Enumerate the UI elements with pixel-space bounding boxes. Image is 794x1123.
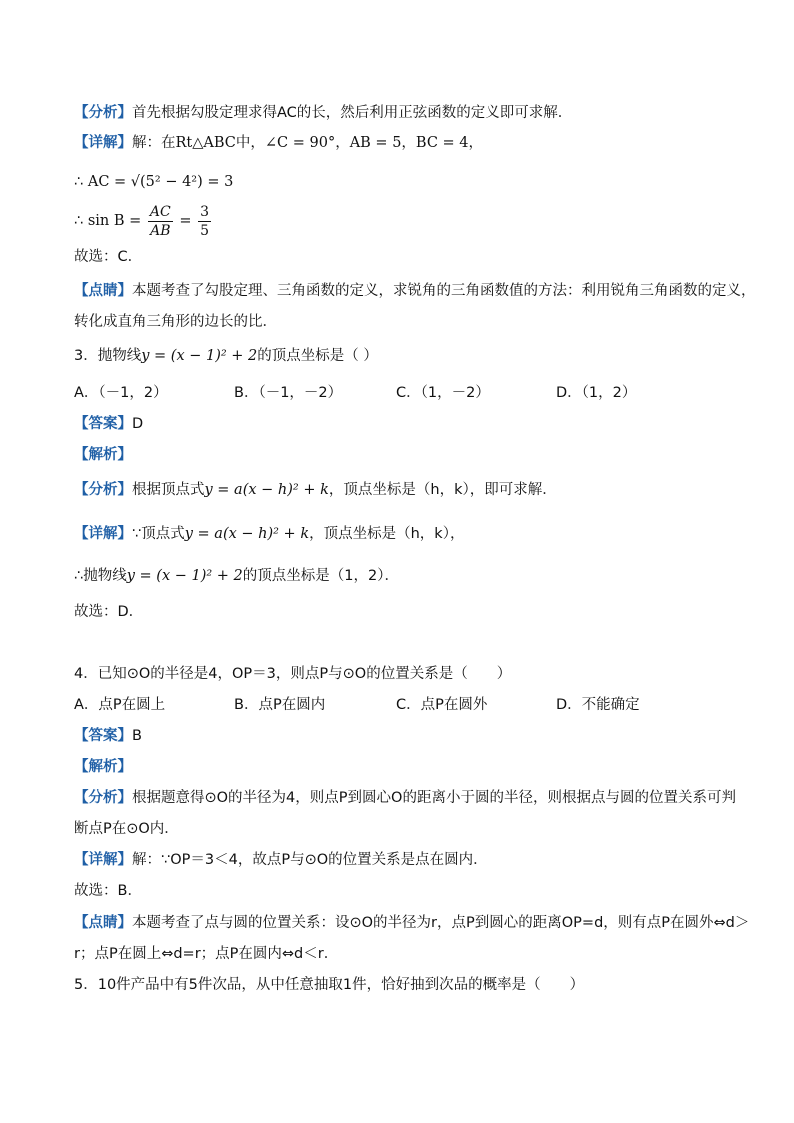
q4-option-c: C．点P在圆外	[396, 697, 488, 713]
q3-conclusion: ∴抛物线y = (x − 1)² + 2的顶点坐标是（1，2）．	[74, 568, 399, 584]
ac-equation: AC = √(5² − 4²) = 3	[87, 174, 234, 190]
q3-option-b: B．（－1，－2）	[234, 385, 343, 401]
q5-stem: 5．10件产品中有5件次品，从中任意抽取1件，恰好抽到次品的概率是（ ）	[74, 977, 585, 993]
q3-choose: 故选：D．	[74, 604, 144, 620]
q4-jiexi: 【解析】	[74, 759, 132, 775]
q2-step-ac: ∴ AC = √(5² − 4²) = 3	[74, 174, 234, 190]
q3-option-d: D．（1，2）	[556, 385, 637, 401]
q4-choose: 故选：B．	[74, 883, 142, 899]
q3-detail: 【详解】∵顶点式y = a(x − h)² + k，顶点坐标是（h，k），	[74, 526, 465, 542]
q3-answer: 【答案】D	[74, 416, 144, 432]
q3-option-a: A．（－1，2）	[74, 385, 168, 401]
q4-option-b: B．点P在圆内	[234, 697, 326, 713]
q4-analysis-1: 【分析】根据题意得⊙O的半径为4，则点P到圆心O的距离小于圆的半径，则根据点与圆的位置关系可判	[74, 790, 736, 806]
q4-comment-2: r；点P在圆上⇔d=r；点P在圆内⇔d＜r．	[74, 946, 339, 962]
q3-stem: 3．抛物线y = (x − 1)² + 2的顶点坐标是（ ）	[74, 348, 378, 364]
q4-stem: 4．已知⊙O的半径是4，OP＝3，则点P与⊙O的位置关系是（ ）	[74, 666, 512, 682]
q2-detail: 【详解】解：在Rt△ABC中，∠C = 90°，AB = 5，BC = 4，	[74, 135, 484, 151]
q2-comment-2: 转化成直角三角形的边长的比．	[74, 314, 277, 330]
q2-step-sin: ∴ sin B = $\frac{AC}{AB}$ = $\frac{3}{5}$	[74, 203, 210, 239]
q4-detail: 【详解】解：∵OP＝3＜4，故点P与⊙O的位置关系是点在圆内．	[74, 852, 488, 868]
q3-jiexi: 【解析】	[74, 447, 132, 463]
q2-choose: 故选：C．	[74, 249, 143, 265]
fraction-ac-ab: $\frac{AC}{AB}$	[149, 203, 171, 239]
q4-answer: 【答案】B	[74, 728, 142, 744]
q2-analysis: 【分析】首先根据勾股定理求得AC的长，然后利用正弦函数的定义即可求解．	[74, 105, 573, 121]
q4-option-a: A．点P在圆上	[74, 697, 166, 713]
q4-analysis-2: 断点P在⊙O内．	[74, 821, 179, 837]
q4-option-d: D．不能确定	[556, 697, 640, 713]
q3-analysis: 【分析】根据顶点式y = a(x − h)² + k，顶点坐标是（h，k），即可求解．	[74, 482, 557, 498]
q2-comment-1: 【点睛】本题考查了勾股定理、三角函数的定义，求锐角的三角函数值的方法：利用锐角三角函数的定义，	[74, 283, 756, 299]
q4-comment-1: 【点睛】本题考查了点与圆的位置关系：设⊙O的半径为r，点P到圆心的距离OP=d，则有点P在圆外⇔d＞	[74, 915, 750, 931]
fraction-3-5: $\frac{3}{5}$	[200, 203, 210, 239]
q3-option-c: C．（1，－2）	[396, 385, 490, 401]
